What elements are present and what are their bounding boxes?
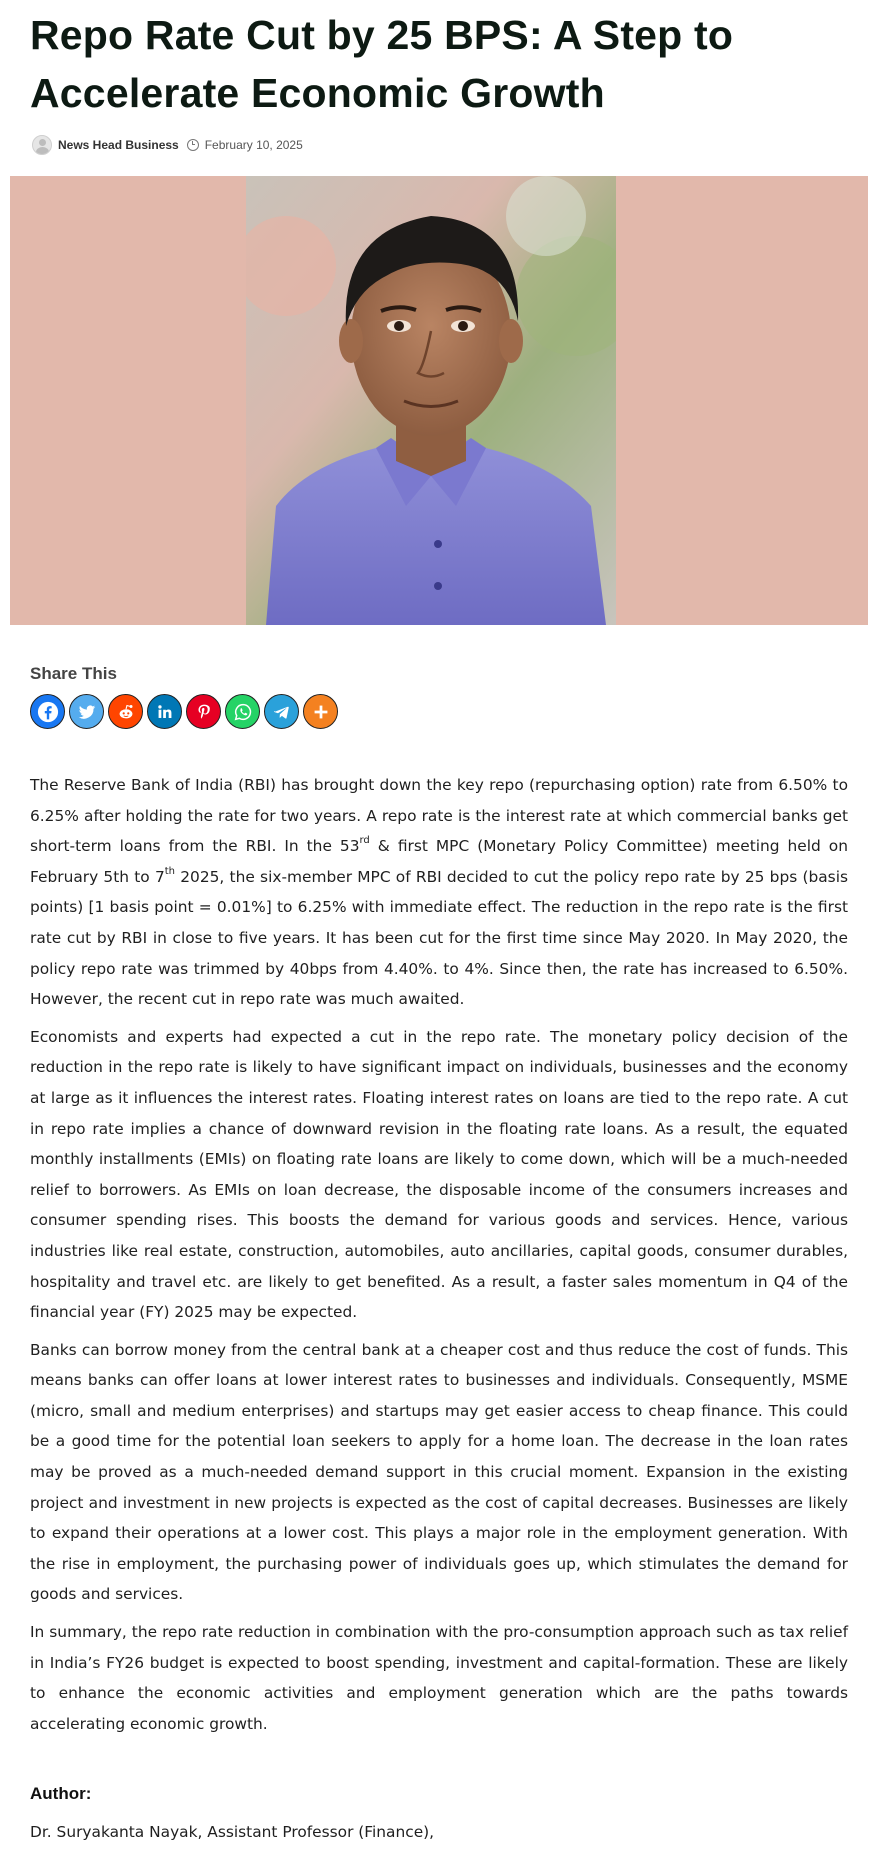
page-title: Repo Rate Cut by 25 BPS: A Step to Accelerate Economic Growth [30,12,734,116]
share-heading: Share This [30,664,117,683]
article-body [30,770,848,1746]
share-buttons [30,694,338,729]
post-meta [32,134,303,156]
telegram-icon [271,701,293,723]
author-credit: Dr. Suryakanta Nayak, Assistant Professor (Finance), [30,1823,435,1841]
whatsapp-share-button[interactable] [225,694,260,729]
whatsapp-icon [232,701,254,723]
pinterest-icon [193,701,215,723]
paragraph-2: Economists and experts had expected a cut in the repo rate. The monetary policy decision of the reduction in the repo rate is likely to have significant impact on individuals, businesses and the economy at large as it influences the interest rates. Floating interest rates on loans are tied to the repo rate. A cut in repo rate implies a chance of downward revision in the floating rate loans. As a result, the equated monthly installments (EMIs) on floating rate loans are likely to come down, which will be a much-needed relief to borrowers. As EMIs on loan decrease, the disposable income of the consumers increases and consumer spending rises. This boosts the demand for various goods and services. Hence, various industries like real estate, construction, automobiles, auto ancillaries, capital goods, consumer durables, hospitality and travel etc. are likely to get benefited. As a result, a faster sales momentum in Q4 of the financial year (FY) 2025 may be expected. [30,1027,848,1322]
plus-icon [310,701,332,723]
linkedin-icon [154,701,176,723]
author-portrait [246,176,616,625]
paragraph-1: The Reserve Bank of India (RBI) has brought down the key repo (repurchasing option) rate from 6.50% to 6.25% after holding the rate for two years. A repo rate is the interest rate at which commercial banks get short-term loans from the RBI. In the 53rd & first MPC (Monetary Policy Committee) meeting held on February 5th to 7th 2025, the six-member MPC of RBI decided to cut the policy repo rate by 25 bps (basis points) [1 basis point = 0.01%] to 6.25% with immediate effect. The reduction in the repo rate is the first rate cut by RBI in close to five years. It has been cut for the first time since May 2020. In May 2020, the policy repo rate was trimmed by 40bps from 4.40%. to 4%. Since then, the rate has increased to 6.50%. However, the recent cut in repo rate was much awaited. [30,776,849,1009]
telegram-share-button[interactable] [264,694,299,729]
clock-icon [187,139,199,151]
featured-image [10,176,868,625]
facebook-icon [37,701,59,723]
paragraph-3: Banks can borrow money from the central bank at a cheaper cost and thus reduce the cost of funds. This means banks can offer loans at lower interest rates to businesses and individuals. Consequently, MSME (micro, small and medium enterprises) and startups may get easier access to cheap finance. This could be a good time for the potential loan seekers to apply for a home loan. The decrease in the loan rates may be proved as a much-needed demand support in this crucial moment. Expansion in the existing project and investment in new projects is expected as the cost of capital decreases. Businesses are likely to expand their operations at a lower cost. This plays a major role in the employment generation. With the rise in employment, the purchasing power of individuals goes up, which stimulates the demand for goods and services. [30,1340,848,1604]
reddit-share-button[interactable] [108,694,143,729]
post-date: February 10, 2025 [204,138,303,152]
more-share-button[interactable] [303,694,338,729]
reddit-icon [115,701,137,723]
article-page [10,0,868,1864]
twitter-bird-icon [76,701,98,723]
author-link[interactable]: News Head Business [58,138,179,152]
linkedin-share-button[interactable] [147,694,182,729]
facebook-share-button[interactable] [30,694,65,729]
pinterest-share-button[interactable] [186,694,221,729]
paragraph-4: In summary, the repo rate reduction in combination with the pro-consumption approach such as tax relief in India’s FY26 budget is expected to boost spending, investment and capital-formation. These are likely to enhance the economic activities and employment generation which are the paths towards accelerating economic growth. [30,1623,848,1733]
avatar[interactable] [32,135,52,155]
author-heading: Author: [30,1784,92,1803]
twitter-share-button[interactable] [69,694,104,729]
